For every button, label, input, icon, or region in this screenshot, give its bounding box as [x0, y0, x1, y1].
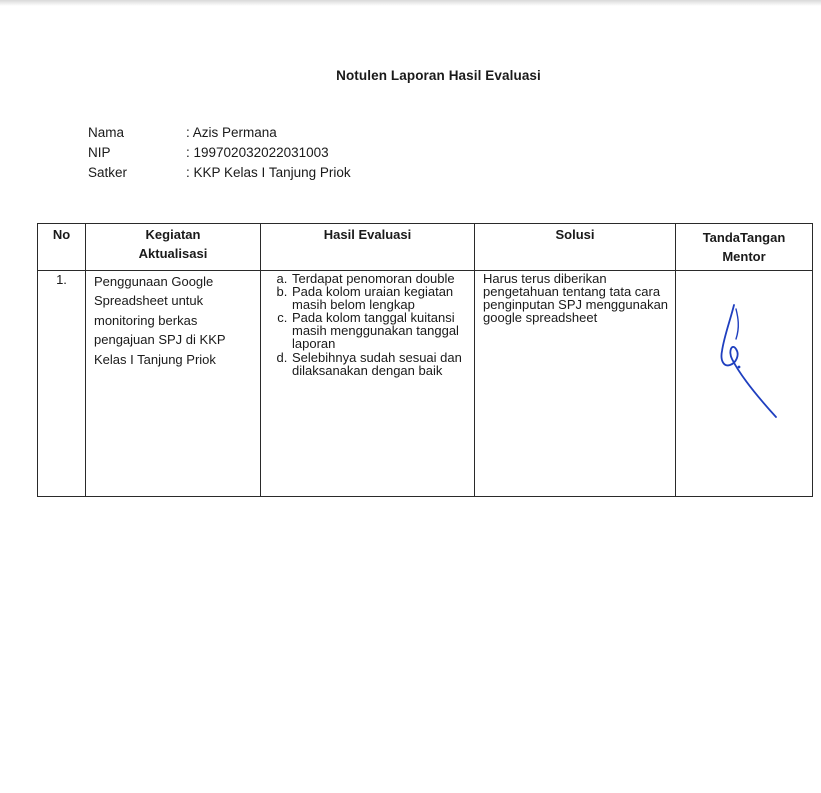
header-kegiatan-line1: Kegiatan [145, 227, 201, 242]
cell-kegiatan: Penggunaan Google Spreadsheet untuk monitoring berkas pengajuan SPJ di KKP Kelas I Tanjung Priok [86, 271, 261, 497]
table-header-row [38, 224, 813, 271]
cell-solusi: Harus terus diberikan pengetahuan tentang tata cara penginputan SPJ menggunakan google spreadsheet [475, 271, 676, 497]
info-label: NIP [88, 145, 111, 160]
hasil-list [271, 272, 464, 377]
header-hasil: Hasil Evaluasi [261, 224, 475, 271]
info-row-satker [88, 163, 351, 183]
header-solusi: Solusi [475, 224, 676, 271]
info-label: Nama [88, 125, 125, 140]
header-mentor-line2: Mentor [722, 249, 766, 264]
header-kegiatan-line2: Aktualisasi [138, 246, 208, 261]
hasil-item: b. Pada kolom uraian kegiatan masih belom lengkap [291, 285, 464, 311]
handwritten-signature-icon [706, 299, 796, 419]
hasil-item: a. Terdapat penomoran double [291, 272, 464, 285]
cell-no: 1. [38, 271, 86, 497]
hasil-item: d. Selebihnya sudah sesuai dan dilaksanakan dengan baik [291, 351, 464, 377]
info-row-nip [88, 143, 351, 163]
scan-edge-shadow [0, 0, 821, 6]
header-kegiatan [86, 224, 261, 271]
info-value: : Azis Permana [186, 123, 277, 143]
info-label: Satker [88, 165, 128, 180]
table-row [38, 271, 813, 497]
info-block [88, 123, 351, 183]
info-row-nama [88, 123, 351, 143]
header-no: No [38, 224, 86, 271]
cell-mentor-signature [676, 271, 813, 497]
info-value: : 199702032022031003 [186, 143, 329, 163]
header-mentor-line1: TandaTangan [702, 230, 786, 245]
hasil-item: c. Pada kolom tanggal kuitansi masih menggunakan tanggal laporan [291, 311, 464, 350]
cell-hasil-evaluasi [261, 271, 475, 497]
header-mentor [676, 224, 813, 271]
evaluation-table [37, 223, 813, 497]
info-value: : KKP Kelas I Tanjung Priok [186, 163, 351, 183]
document-title: Notulen Laporan Hasil Evaluasi [336, 68, 541, 83]
